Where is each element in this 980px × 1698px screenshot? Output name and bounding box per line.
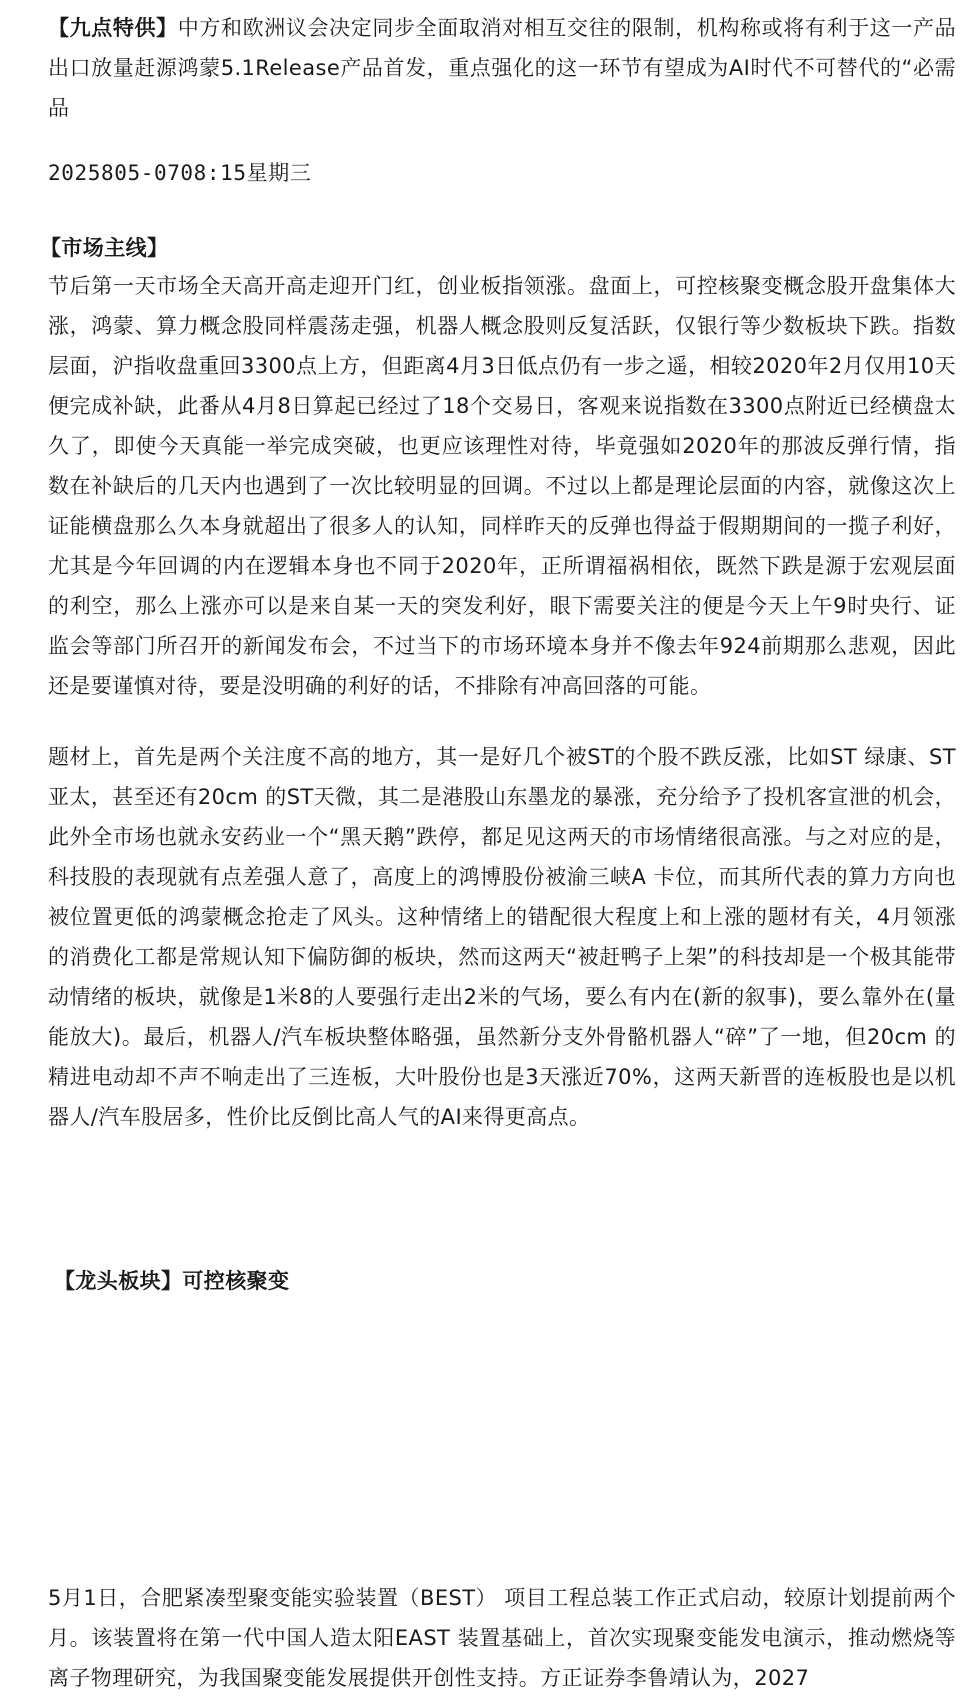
market-paragraph-1: 节后第一天市场全天高开高走迎开门红，创业板指领涨。盘面上，可控核聚变概念股开盘集体大涨，鸿蒙、算力概念股同样震荡走强，机器人概念股则反复活跃，仅银行等少数板块下跌。指数层面，沪指收盘重回3300点上方，但距离4月3日低点仍有一步之遥，相较2020年2月仅用10天便完成补缺，此番从4月8日算起已经过了18个交易日，客观来说指数在3300点附近已经横盘太久了，即使今天真能一举完成突破，也更应该理性对待，毕竟强如2020年的那波反弹行情，指数在补缺后的几天内也遇到了一次比较明显的回调。不过以上都是理论层面的内容，就像这次上证能横盘那么久本身就超出了很多人的认知，同样昨天的反弹也得益于假期期间的一揽子利好，尤其是今年回调的内在逻辑本身也不同于2020年，正所谓福祸相依，既然下跌是源于宏观层面的利空，那么上涨亦可以是来自某一天的突发利好，眼下需要关注的便是今天上午9时央行、证监会等部门所召开的新闻发布会，不过当下的市场环境本身并不像去年924前期那么悲观，因此还是要谨慎对待，要是没明确的利好的话，不排除有冲高回落的可能。 [48, 274, 956, 698]
market-paragraph-2: 题材上，首先是两个关注度不高的地方，其一是好几个被ST的个股不跌反涨，比如ST 绿康、ST 亚太，甚至还有20cm 的ST天微，其二是港股山东墨龙的暴涨，充分给予了投机客宣泄的机会，此外全市场也就永安药业一个“黑天鹅”跌停，都足见这两天的市场情绪很高涨。与之对应的是，科技股的表现就有点差强人意了，高度上的鸿博股份被渝三峡A 卡位，而其所代表的算力方向也被位置更低的鸿蒙概念抢走了风头。这种情绪上的错配很大程度上和上涨的题材有关，4月领涨的消费化工都是常规认知下偏防御的板块，然而这两天“被赶鸭子上架”的科技却是一个极其能带动情绪的板块，就像是1米8的人要强行走出2米的气场，要么有内在(新的叙事)，要么靠外在(量能放大)。最后，机器人/汽车板块整体略强，虽然新分支外骨骼机器人“碎”了一地，但20cm 的精进电动却不声不响走出了三连板，大叶股份也是3天涨近70%，这两天新晋的连板股也是以机器人/汽车股居多，性价比反倒比高人气的AI来得更高点。 [48, 745, 956, 1129]
leader-tag: 【龙头板块】 [54, 1269, 183, 1293]
intro-text: 中方和欧洲议会决定同步全面取消对相互交往的限制，机构称或将有利于这一产品出口放量赶源鸿蒙5.1Release产品首发，重点强化的这一环节有望成为AI时代不可替代的“必需品 [48, 16, 956, 120]
dateline: 2025805-0708:15星期三 [48, 161, 312, 185]
intro-tag: 【九点特供】 [48, 16, 178, 40]
closing-paragraph: 5月1日，合肥紧凑型聚变能实验装置（BEST） 项目工程总装工作正式启动，较原计划提前两个月。该装置将在第一代中国人造太阳EAST 装置基础上，首次实现聚变能发电演示，推动燃烧等离子物理研究，为我国聚变能发展提供开创性支持。方正证券李鲁靖认为，2027 [48, 1586, 956, 1690]
market-heading: 【市场主线】 [40, 236, 169, 260]
intro-paragraph [48, 8, 956, 128]
leader-heading [54, 1261, 962, 1301]
leader-sector: 可控核聚变 [182, 1269, 290, 1293]
